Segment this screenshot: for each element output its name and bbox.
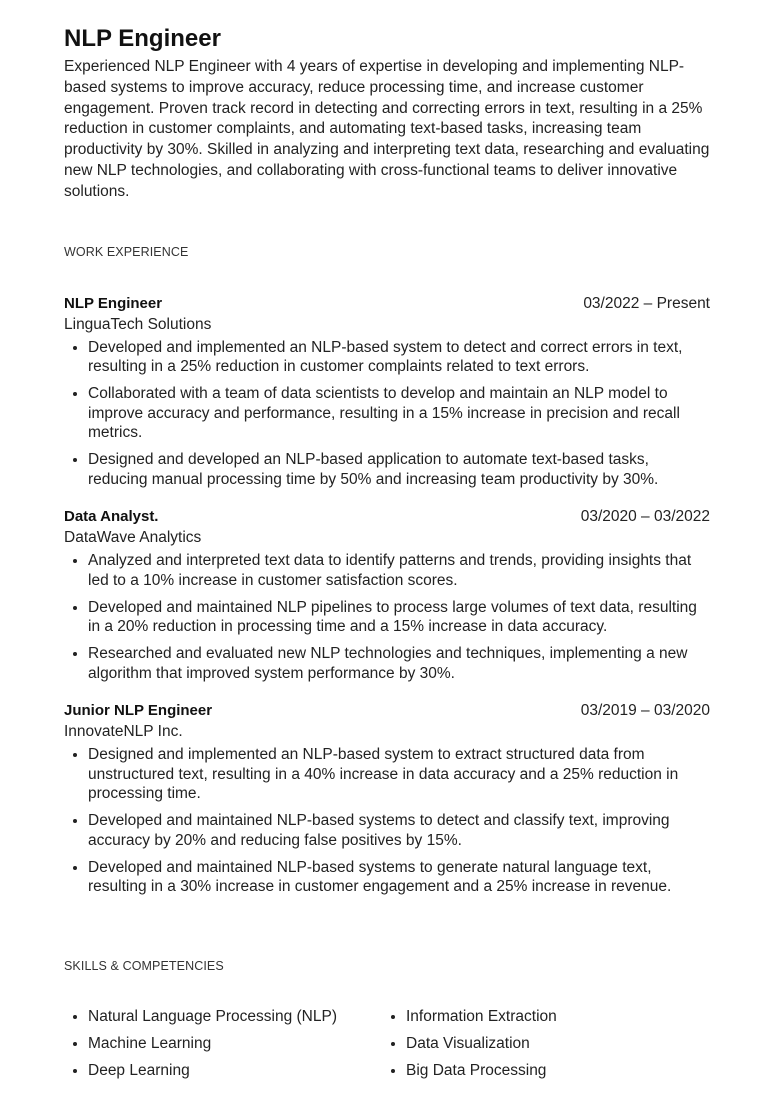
job-title: Junior NLP Engineer [64, 702, 213, 720]
job-bullet: • Designed and implemented an NLP-based system to extract structured data from unstructured text, resulting in a 40% increase in data accuracy and a 25% reduction in processing time. [88, 745, 710, 804]
job-bullet: • Developed and maintained NLP-based systems to generate natural language text, resulting in a 30% increase in customer engagement and a 25% increase in revenue. [88, 858, 710, 897]
skill-item: • Deep Learning [88, 1057, 382, 1084]
skills-heading: SKILLS & COMPETENCIES [64, 958, 224, 973]
job-dates: 03/2020 – 03/2022 [580, 508, 710, 526]
job-header [64, 702, 710, 720]
job-bullet: • Collaborated with a team of data scientists to develop and maintain an NLP model to improve accuracy and performance, resulting in a 15% increase in precision and recall metrics. [88, 384, 710, 443]
skill-item: • Information Extraction [406, 1003, 557, 1030]
job-header [64, 508, 710, 526]
job-bullet: • Developed and maintained NLP pipelines to process large volumes of text data, resulting in a 20% reduction in processing time and a 15% increase in data accuracy. [88, 598, 710, 637]
job-company: InnovateNLP Inc. [64, 723, 183, 741]
job-bullets [64, 551, 710, 683]
job-bullet: • Developed and maintained NLP-based systems to detect and classify text, improving accuracy by 20% and reducing false positives by 15%. [88, 811, 710, 850]
job-bullet: • Designed and developed an NLP-based application to automate text-based tasks, reducing manual processing time by 50% and increasing team productivity by 30%. [88, 450, 710, 489]
job-entry [64, 508, 710, 683]
job-dates: 03/2022 – Present [583, 294, 710, 312]
job-company: LinguaTech Solutions [64, 315, 212, 333]
job-header [64, 295, 710, 313]
skills-column-right [382, 1003, 557, 1084]
job-bullet: • Developed and implemented an NLP-based system to detect and correct errors in text, resulting in a 25% reduction in customer complaints related to text errors. [88, 338, 710, 377]
job-title: Data Analyst. [64, 508, 159, 526]
job-title: NLP Engineer [64, 294, 163, 312]
job-company: DataWave Analytics [64, 529, 202, 547]
job-dates: 03/2019 – 03/2020 [580, 702, 710, 720]
skills-column-left [64, 1003, 382, 1084]
job-bullets [64, 745, 710, 897]
skill-item: • Big Data Processing [406, 1057, 557, 1084]
professional-summary: Experienced NLP Engineer with 4 years of expertise in developing and implementing NLP-based systems to improve accuracy, reduce processing time, and increase customer engagement. Proven track record in detecting and correcting errors in text, resulting in a 25% reduction in customer complaints, and automating text-based tasks, increasing team productivity by 30%. Skilled in analyzing and interpreting text data, researching and evaluating new NLP technologies, and collaborating with cross-functional teams to deliver innovative solutions. [64, 58, 710, 200]
resume-page [64, 22, 710, 1084]
job-bullet: • Analyzed and interpreted text data to identify patterns and trends, providing insights that led to a 10% increase in customer satisfaction scores. [88, 551, 710, 590]
job-bullets [64, 338, 710, 490]
skill-item: • Machine Learning [88, 1030, 382, 1057]
job-bullet: • Researched and evaluated new NLP technologies and techniques, implementing a new algorithm that improved system performance by 30%. [88, 644, 710, 683]
job-entry [64, 702, 710, 897]
skill-item: • Data Visualization [406, 1030, 557, 1057]
skill-item: • Natural Language Processing (NLP) [88, 1003, 382, 1030]
work-experience-heading: WORK EXPERIENCE [64, 244, 189, 259]
skills-list [64, 1003, 710, 1084]
job-entry [64, 295, 710, 490]
resume-title: NLP Engineer [64, 25, 221, 52]
